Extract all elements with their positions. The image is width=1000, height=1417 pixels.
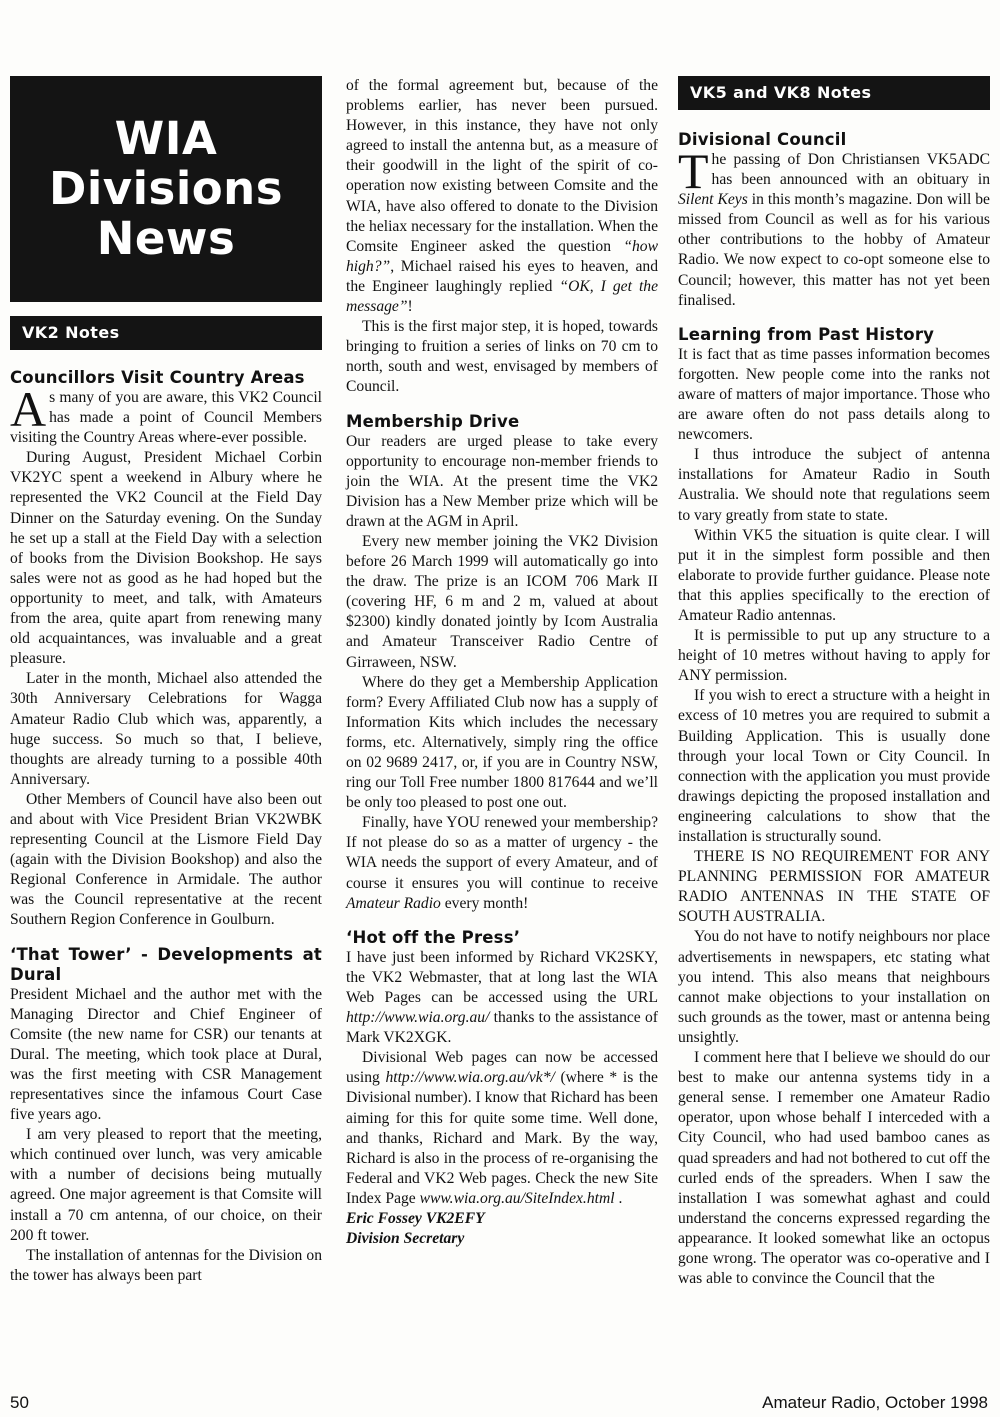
membership-paragraph-2: Every new member joining the VK2 Division before 26 March 1999 will automatically go into the draw. The prize is an ICOM 706 Mark II (covering HF, 6 m and 2 m, valued at about $2300) kindly donated jointly by Icom Australia and Amateur Transceiver Radio Centre of Girraween, NSW. <box>346 532 658 671</box>
councillors-paragraph-3: Later in the month, Michael also attended the 30th Anniversary Celebrations for Wagga Amateur Radio Club which was, apparently, a huge success. So much so that, I believe, thoughts are already turning to a possible 40th Anniversary. <box>10 670 322 788</box>
tower-paragraph-3-continued: of the formal agreement but, because of the problems earlier, has never been pursued. However, in this instance, they have not only agreed to install the antenna but, as a measure of their goodwill in the light of the spirit of co-operation now existing between Comsite and the WIA, have also offered to donate to the Division the heliax necessary for the installation. When the Comsite Engineer asked the question “how high?”, Michael raised his eyes to heaven, and the Engineer laughingly replied “OK, I get the message”! <box>346 77 658 316</box>
signature-title: Division Secretary <box>346 1230 465 1248</box>
wia-url: http://www.wia.org.au/ <box>346 1009 490 1027</box>
masthead-line-2: Divisions <box>49 162 283 215</box>
masthead-line-3: News <box>96 212 236 265</box>
drop-cap: T <box>678 143 709 199</box>
history-paragraph-7: You do not have to notify neighbours nor place advertisements in newspapers, etc stating what you intend. This also means that neighbours cannot make objections to your installation on such grounds as the tower, mast or antenna being unsightly. <box>678 928 990 1046</box>
councillors-paragraph-4: Other Members of Council have also been out and about with Vice President Brian VK2WBK representing Council at the Lismore Field Day (again with the Division Bookshop) and also the Regional Conference in Armidale. The author was the Council representative at the recent Southern Region Conference in Goulburn. <box>10 790 322 929</box>
councillors-heading: Councillors Visit Country Areas <box>10 368 305 387</box>
tower-paragraph-4: This is the first major step, it is hoped, towards bringing to fruition a series of links on 70 cm to north, south and west, envisaged by members of Council. <box>346 318 658 396</box>
press-paragraph-2: Divisional Web pages can now be accessed using http://www.wia.org.au/vk*/ (where * is the Divisional number). I know that Richard has been aiming for this for quite some time. Well done, and thanks, Richard and Mark. By the way, Richard is also in the process of re-organising the Federal and VK2 Web pages. Check the new Site Index Page www.wia.org.au/SiteIndex.html . <box>346 1049 658 1207</box>
history-paragraph-1: It is fact that as time passes information becomes forgotten. New people come into the ranks not aware of matters of major importance. Those who are aware often do not pass details along to newcomers. <box>678 345 990 444</box>
tower-heading: ‘That Tower’ - Developments at Dural <box>10 944 322 984</box>
membership-paragraph-4: Finally, have YOU renewed your membership? If not please do so as a matter of urgency - the WIA needs the support of every Amateur, and of course it ensures you will continue to receive Amateur Radio every month! <box>346 814 658 912</box>
vk2-section-bar: VK2 Notes <box>10 316 322 350</box>
press-heading: ‘Hot off the Press’ <box>346 927 521 947</box>
history-paragraph-2: I thus introduce the subject of antenna installations for Amateur Radio in South Australia. We should note that regulations seem to vary greatly from state to state. <box>678 446 990 524</box>
history-paragraph-6: THERE IS NO REQUIREMENT FOR ANY PLANNING PERMISSION FOR AMATEUR RADIO ANTENNAS IN THE STATE OF SOUTH AUSTRALIA. <box>678 848 990 926</box>
column-left <box>10 76 322 1286</box>
column-right <box>678 76 990 1289</box>
site-index-url: www.wia.org.au/SiteIndex.html <box>419 1189 615 1207</box>
tower-paragraph-2: I am very pleased to report that the meeting, which continued over lunch, was very amicable with a number of decisions being mutually agreed. One major agreement is that Comsite will install a 70 cm antenna, of our choice, on their 200 ft tower. <box>10 1126 322 1244</box>
column-middle <box>346 76 658 1249</box>
division-url: http://www.wia.org.au/vk*/ <box>385 1069 555 1087</box>
history-heading: Learning from Past History <box>678 324 935 344</box>
history-paragraph-8: I comment here that I believe we should do our best to make our antenna systems tidy in a general sense. I remember one Amateur Radio operator, upon whose behalf I interceded with a City Council, who had used bamboo canes as quad spreaders and had not bothered to cut off the curled ends of the spreaders. When I saw the installation I was somewhat aghast and could understand the concerns expressed regarding the appearance. It looked somewhat like an octopus gone wrong. The operator was co-operative and I was able to convince the Council that the <box>678 1049 990 1288</box>
history-paragraph-3: Within VK5 the situation is quite clear. I will put it in the simplest form possible and then elaborate to provide further guidance. Please note that this applies specifically to the erection of Amateur Radio antennas. <box>678 526 990 624</box>
councillors-paragraph-2: During August, President Michael Corbin VK2YC spent a weekend in Albury where he represented the VK2 Council at the Field Day Dinner on the Saturday evening. On the Sunday he set up a stall at the Field Day with a selection of books from the Division Bookshop. He says sales were not as good as he had hoped but the opportunity to meet, and talk, with Amateurs from the area, quite apart from renewing many old acquaintances, was invaluable and a great pleasure. <box>10 449 322 668</box>
membership-paragraph-3: Where do they get a Membership Application form? Every Affiliated Club now has a supply of Information Kits which includes the necessary forms, etc. Alternatively, simply ring the office on 02 9689 2417, or, if you are in Country NSW, ring our Toll Free number 1800 817644 and we’ll be only too pleased to post one out. <box>346 673 658 812</box>
masthead <box>10 76 322 302</box>
publication-footer: Amateur Radio, October 1998 <box>762 1393 988 1412</box>
membership-heading: Membership Drive <box>346 411 520 431</box>
page-number: 50 <box>10 1393 29 1412</box>
councillors-paragraph-1: As many of you are aware, this VK2 Council has made a point of Council Members visiting the Country Areas where-ever possible. <box>10 381 322 447</box>
signature-name: Eric Fossey VK2EFY <box>346 1209 485 1227</box>
council-paragraph-1: The passing of Don Christiansen VK5ADC has been announced with an obituary in Silent Keys in this month’s magazine. Don will be missed from Council as well as for his various other contributions to the hobby of Amateur Radio. We now expect to co-opt someone else to Council; however, this matter has not yet been finalised. <box>678 143 990 309</box>
history-paragraph-5: If you wish to erect a structure with a height in excess of 10 metres you are required to submit a Building Application. This is usually done through your local Town or City Council. In connection with the application you must provide drawings depicting the proposed installation and engineering calculations to show that the installation is structurally sound. <box>678 687 990 845</box>
press-paragraph-1: I have just been informed by Richard VK2SKY, the VK2 Webmaster, that at long last the WIA Web Pages can be accessed using the URL http://www.wia.org.au/ thanks to the assistance of Mark VK2XGK. <box>346 948 658 1047</box>
membership-paragraph-1: Our readers are urged please to take every opportunity to encourage non-member friends to join the WIA. At the present time the VK2 Division has a New Member prize which will be drawn at the AGM in April. <box>346 432 658 530</box>
tower-paragraph-1: President Michael and the author met with the Managing Director and Chief Engineer of Comsite (the new name for CSR) our tenants at Dural. The meeting, which took place at Dural, was the first meeting with CSR Management representatives since the infamous Court Case five years ago. <box>10 985 322 1124</box>
masthead-line-1: WIA <box>114 112 218 165</box>
tower-paragraph-3: The installation of antennas for the Division on the tower has always been part <box>10 1246 322 1284</box>
vk5-section-bar: VK5 and VK8 Notes <box>678 76 990 110</box>
drop-cap: A <box>10 381 47 437</box>
council-heading: Divisional Council <box>678 130 847 149</box>
history-paragraph-4: It is permissible to put up any structure to a height of 10 metres without having to apply for ANY permission. <box>678 627 990 685</box>
